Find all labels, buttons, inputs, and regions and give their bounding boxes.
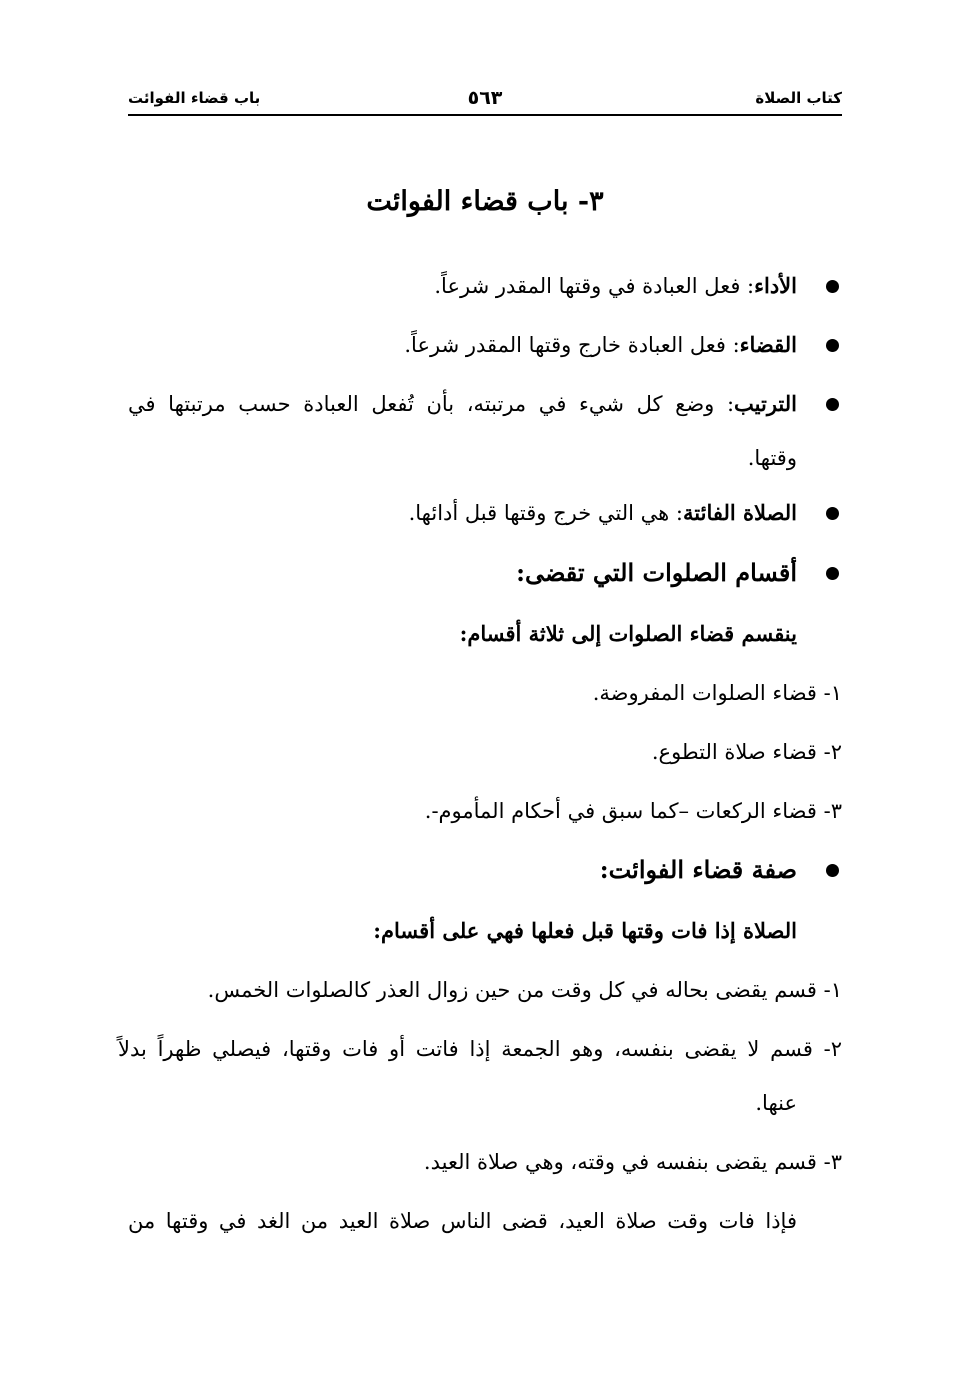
definition-term: الترتيب — [734, 391, 797, 416]
list-item: ٣- قسم يقضى بنفسه في وقته، وهي صلاة العيد. — [423, 1150, 842, 1174]
definition-term: القضاء — [739, 332, 797, 357]
list-item: ١- قسم يقضى بحاله في كل وقت من حين زوال العذر كالصلوات الخمس. — [207, 978, 842, 1002]
book-title: كتاب الصلاة — [755, 89, 842, 107]
running-header — [128, 86, 842, 116]
definition-text: : فعل العبادة خارج وقتها المقدر شرعاً. — [404, 333, 740, 357]
section-intro-divisions: ينقسم قضاء الصلوات إلى ثلاثة أقسام: — [459, 621, 797, 646]
page-number: ٥٦٣ — [467, 87, 503, 109]
bullet-icon — [826, 339, 839, 352]
definition-text: : وضع كل شيء في مرتبته، بأن تُفعل العبادة حسب مرتبتها في — [128, 392, 735, 416]
section-intro-method: الصلاة إذا فات وقتها قبل فعلها فهي على أقسام: — [373, 918, 797, 943]
list-item: ٢- قضاء صلاة التطوع. — [651, 740, 842, 764]
bullet-icon — [826, 398, 839, 411]
bullet-icon — [826, 567, 839, 580]
chapter-name: باب قضاء الفوائت — [128, 89, 261, 107]
definition-missed-prayer — [409, 493, 797, 533]
definition-order — [128, 384, 797, 424]
bullet-icon — [826, 864, 839, 877]
definition-order-continuation: وقتها. — [747, 446, 797, 470]
list-item-continuation: عنها. — [755, 1091, 797, 1115]
definition-text: : فعل العبادة في وقتها المقدر شرعاً. — [434, 274, 755, 298]
definition-term: الأداء — [754, 273, 797, 298]
bullet-icon — [826, 507, 839, 520]
section-heading-method: صفة قضاء الفوائت: — [599, 855, 797, 884]
definition-performance — [434, 266, 797, 306]
bullet-icon — [826, 280, 839, 293]
definition-text: : هي التي خرج وقتها قبل أدائها. — [408, 501, 684, 525]
chapter-title: ٣- باب قضاء الفوائت — [366, 186, 604, 217]
list-item: ١- قضاء الصلوات المفروضة. — [592, 681, 842, 705]
closing-paragraph: فإذا فات وقت صلاة العيد، قضى الناس صلاة العيد من الغد في وقتها من — [128, 1209, 797, 1233]
definition-makeup — [404, 325, 797, 365]
definition-term: الصلاة الفائتة — [683, 500, 797, 525]
section-heading-divisions: أقسام الصلوات التي تقضى: — [516, 558, 797, 587]
list-item: ٢- قسم لا يقضى بنفسه، وهو الجمعة إذا فاتت أو فات وقتها، فيصلي ظهراً بدلاً — [118, 1037, 842, 1061]
list-item: ٣- قضاء الركعات –كما سبق في أحكام المأموم-. — [424, 799, 842, 823]
